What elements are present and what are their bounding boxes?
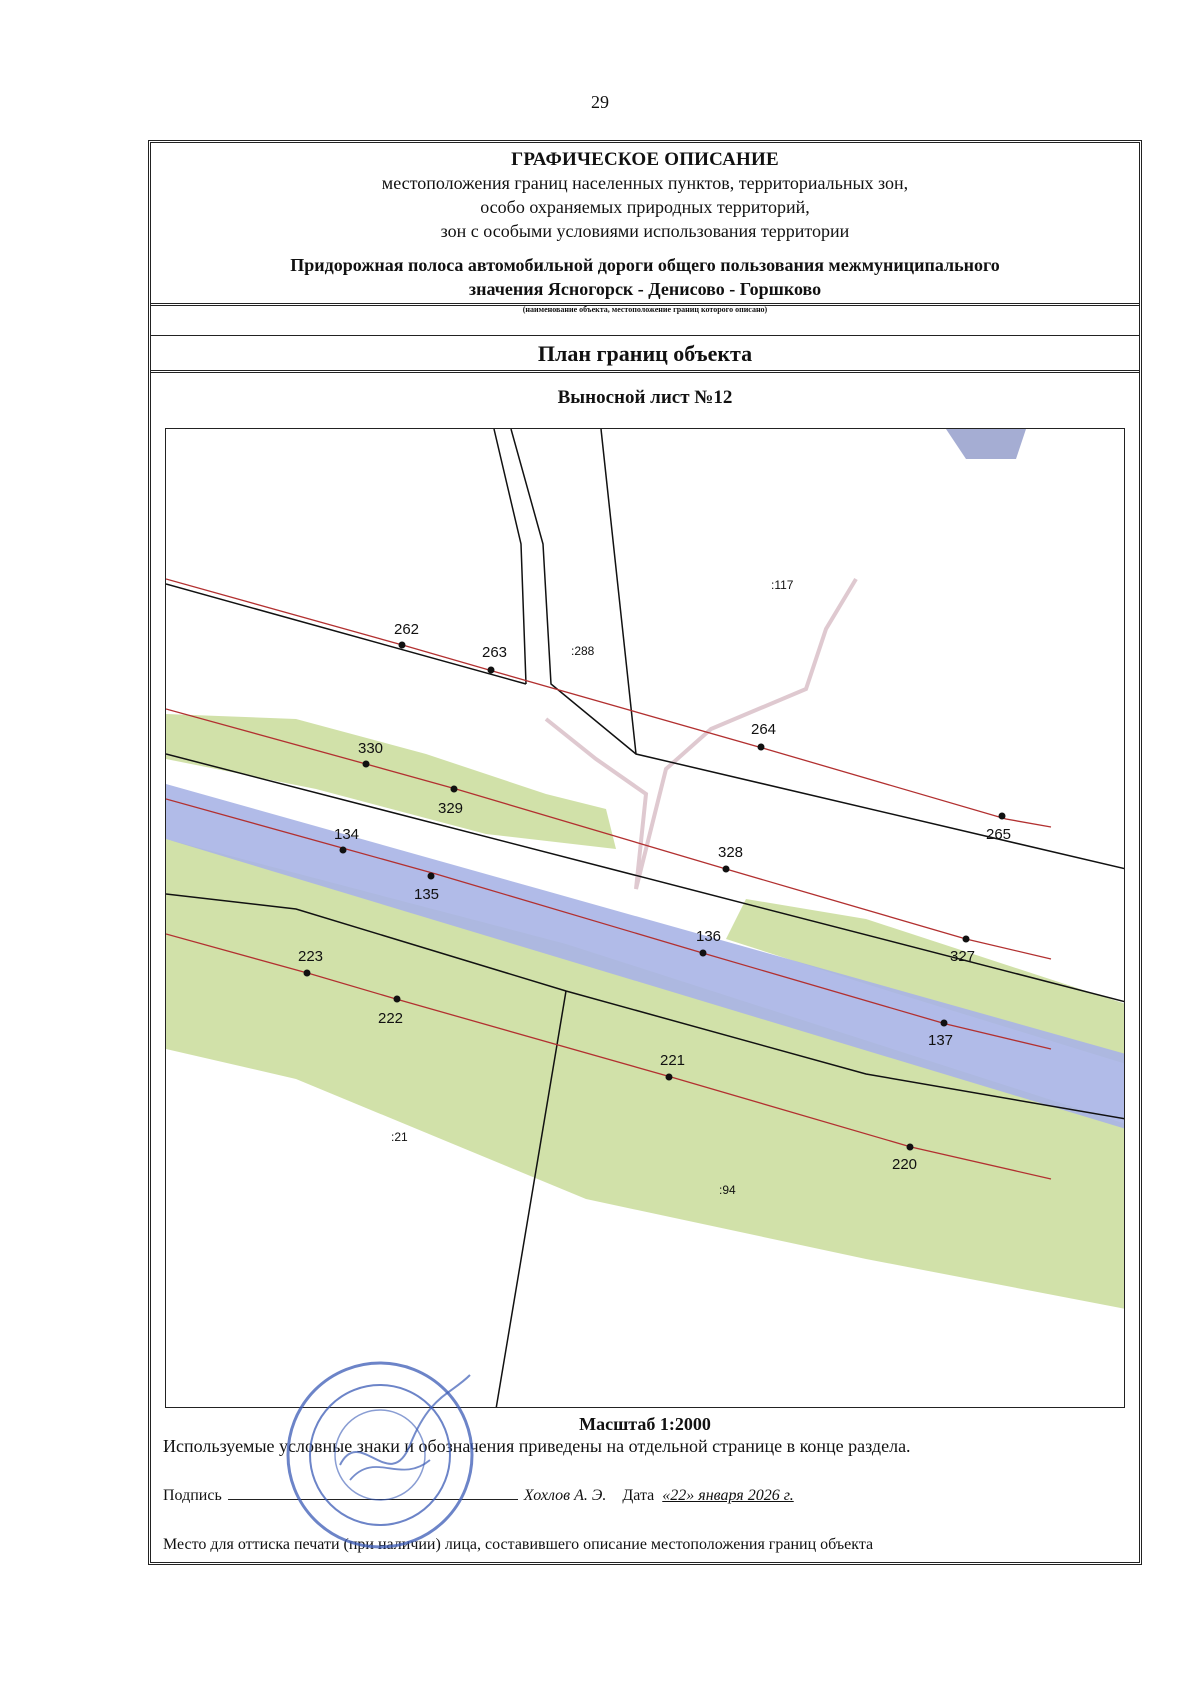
point-label-135: 135 bbox=[414, 886, 440, 903]
parcel-boundary-1 bbox=[166, 584, 526, 684]
map-area bbox=[165, 428, 1125, 1408]
point-label-222: 222 bbox=[378, 1010, 404, 1027]
empty-row bbox=[151, 306, 1139, 336]
boundary-line-262-265 bbox=[166, 579, 1051, 827]
plan-title: План границ объекта bbox=[151, 336, 1139, 373]
point-label-221: 221 bbox=[660, 1052, 686, 1069]
point-label-330: 330 bbox=[358, 740, 384, 757]
page-number: 29 bbox=[591, 92, 609, 112]
point-label-265: 265 bbox=[986, 826, 1012, 843]
document-frame bbox=[148, 140, 1142, 1565]
point-label-220: 220 bbox=[892, 1156, 918, 1173]
subtitle-line-2: особо охраняемых природных территорий, bbox=[480, 197, 810, 217]
signature-label: Подпись bbox=[163, 1487, 222, 1504]
parcel-label-117: :117 bbox=[771, 578, 794, 592]
point-label-136: 136 bbox=[696, 928, 722, 945]
date-value: «22» января 2026 г. bbox=[662, 1487, 794, 1504]
document-title: ГРАФИЧЕСКОЕ ОПИСАНИЕ bbox=[511, 149, 779, 170]
map-scale: Масштаб 1:2000 bbox=[579, 1414, 711, 1434]
parcel-label-21: :21 bbox=[391, 1130, 408, 1144]
point-262 bbox=[394, 621, 419, 649]
point-label-134: 134 bbox=[334, 826, 360, 843]
point-label-262: 262 bbox=[394, 621, 420, 638]
parcel-label-288: :288 bbox=[571, 644, 595, 658]
parcel-label-94: :94 bbox=[719, 1183, 736, 1197]
subtitle-line-1: местоположения границ населенных пунктов, территориальных зон, bbox=[381, 173, 909, 193]
stamp-note: Место для оттиска печати (при наличии) лица, составившего описание местоположения границ объекта bbox=[163, 1536, 874, 1553]
sheet-title: Выносной лист №12 bbox=[557, 387, 733, 408]
point-label-264: 264 bbox=[751, 721, 777, 738]
signer-name: Хохлов А. Э. bbox=[523, 1487, 607, 1504]
legend-note: Используемые условные знаки и обозначения приведены на отдельной странице в конце раздела. bbox=[163, 1436, 911, 1456]
cadastral-map bbox=[166, 429, 1125, 1408]
object-name-line-2: значения Ясногорск - Денисово - Горшково bbox=[468, 279, 822, 299]
parcel-boundary-4 bbox=[601, 429, 636, 754]
point-label-263: 263 bbox=[482, 644, 508, 661]
point-label-223: 223 bbox=[298, 948, 324, 965]
subtitle-line-3: зон с особыми условиями использования территории bbox=[440, 221, 850, 241]
object-name-line-1: Придорожная полоса автомобильной дороги общего пользования межмуниципального bbox=[290, 255, 1000, 275]
point-label-327: 327 bbox=[950, 948, 976, 965]
header-block bbox=[151, 143, 1139, 314]
water-body bbox=[946, 429, 1026, 459]
object-caption: (наименование объекта, местоположение границ которого описано) bbox=[151, 303, 1139, 314]
seal-stamp-icon bbox=[280, 1355, 480, 1555]
point-label-328: 328 bbox=[718, 844, 744, 861]
point-label-329: 329 bbox=[438, 800, 464, 817]
point-label-137: 137 bbox=[928, 1032, 954, 1049]
date-label: Дата bbox=[622, 1487, 655, 1504]
